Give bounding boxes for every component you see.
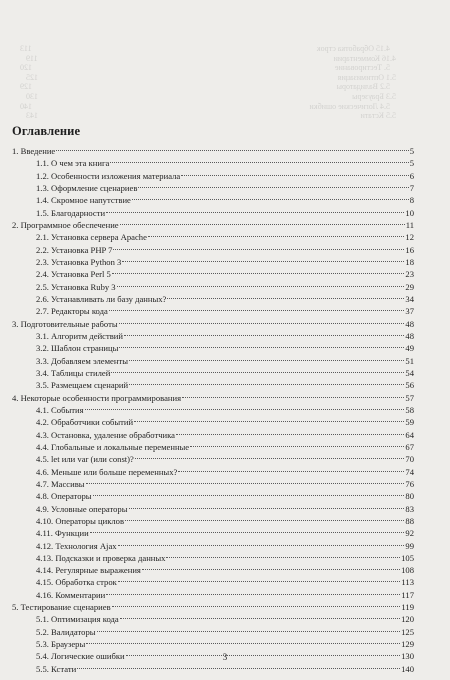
dot-leader [77, 668, 400, 669]
toc-section-row [12, 564, 414, 576]
toc-entry-page: 125 [401, 626, 414, 637]
toc-entry-page: 49 [405, 343, 414, 354]
toc-entry-title: 5.5. Кстати [36, 663, 77, 674]
dot-leader [97, 631, 401, 632]
toc-entry-title: 4.8. Операторы [36, 491, 92, 502]
toc-entry-page: 6 [409, 170, 414, 181]
dot-leader [129, 384, 404, 385]
bleed-through-label: 5.4 Логические ошибки [309, 101, 390, 111]
dot-leader [129, 360, 404, 361]
dot-leader [86, 643, 400, 644]
bleed-through-label: 4.16 Комментарии [333, 53, 396, 63]
toc-entry-page: 58 [405, 404, 414, 415]
toc-section-row [12, 170, 414, 182]
toc-entry-title: 2.6. Устанавливать ли базу данных? [36, 293, 167, 304]
dot-leader [166, 557, 400, 558]
bleed-through-label: 5.3 Браузеры [352, 92, 396, 101]
bleed-through-label: 5.5 Кстати [360, 111, 396, 121]
toc-entry-page: 23 [405, 269, 414, 280]
toc-entry-page: 11 [405, 219, 414, 230]
dot-leader [181, 175, 409, 176]
toc-chapter-row [12, 219, 414, 231]
dot-leader [118, 545, 405, 546]
bleed-through-page: 113 [20, 44, 32, 53]
toc-entry-page: 54 [405, 367, 414, 378]
dot-leader [120, 224, 405, 225]
dot-leader [176, 434, 404, 435]
toc-entry-title: 1.2. Особенности изложения материала [36, 170, 181, 181]
bleed-through-label: 4.15 Обработка строк [316, 44, 390, 53]
dot-leader [178, 471, 404, 472]
toc-entry-title: 1.5. Благодарности [36, 207, 106, 218]
bleed-through-label: 5.1 Оптимизация [337, 72, 396, 82]
toc-section-row [12, 256, 414, 268]
toc-entry-title: 2.3. Установка Python 3 [36, 256, 122, 267]
toc-entry-title: 3.3. Добавляем элементы [36, 355, 128, 366]
bleed-through-page: 140 [20, 101, 32, 111]
toc-section-row [12, 379, 414, 391]
toc-section-row [12, 355, 414, 367]
toc-entry-page: 70 [405, 454, 414, 465]
toc-entry-page: 37 [405, 306, 414, 317]
toc-entry-page: 29 [405, 281, 414, 292]
dot-leader [112, 606, 401, 607]
toc-entry-title: 4.10. Операторы циклов [36, 515, 125, 526]
toc-entry-title: 4.15. Обработка строк [36, 577, 117, 588]
dot-leader [182, 397, 404, 398]
toc-entry-title: 2.4. Установка Perl 5 [36, 269, 111, 280]
dot-leader [106, 212, 404, 213]
toc-entry-page: 80 [405, 491, 414, 502]
dot-leader [134, 421, 404, 422]
toc-entry-page: 129 [401, 639, 414, 650]
page-number: 3 [222, 652, 228, 662]
toc-entry-title: 4.16. Комментарии [36, 589, 106, 600]
toc-chapter-row [12, 601, 414, 613]
toc-entry-title: 5.3. Браузеры [36, 639, 86, 650]
toc-entry-title: 3. Подготовительные работы [12, 318, 118, 329]
dot-leader [129, 508, 405, 509]
toc-section-row [12, 157, 414, 169]
toc-entry-page: 34 [405, 293, 414, 304]
toc-section-row [12, 663, 414, 675]
toc-entry-page: 140 [401, 663, 414, 674]
toc-entry-page: 74 [405, 466, 414, 477]
toc-entry-title: 5.4. Логические ошибки [36, 651, 125, 662]
dot-leader [86, 483, 405, 484]
toc-section-row [12, 478, 414, 490]
dot-leader [90, 532, 405, 533]
toc-section-row [12, 281, 414, 293]
dot-leader [112, 273, 405, 274]
toc-entry-page: 56 [405, 380, 414, 391]
toc-section-row [12, 638, 414, 650]
toc-section-row [12, 194, 414, 206]
dot-leader [167, 298, 404, 299]
toc-entry-title: 1.4. Скромное напутствие [36, 195, 131, 206]
bleed-through-page: 143 [26, 111, 38, 121]
dot-leader [117, 286, 405, 287]
toc-section-row [12, 268, 414, 280]
toc-entry-title: 2.1. Установка сервера Apache [36, 232, 147, 243]
bleed-through-line [20, 63, 390, 73]
toc-entry-title: 5.1. Оптимизация кода [36, 614, 119, 625]
toc-section-row [12, 367, 414, 379]
toc-entry-page: 64 [405, 429, 414, 440]
dot-leader [148, 236, 405, 237]
toc-entry-page: 18 [405, 256, 414, 267]
toc-entry-page: 76 [405, 478, 414, 489]
toc-section-row [12, 330, 414, 342]
toc-entry-title: 5.2. Валидаторы [36, 626, 96, 637]
toc-entry-title: 1. Введение [12, 146, 56, 156]
bleed-through-line [26, 92, 396, 102]
toc-entry-page: 8 [409, 195, 414, 206]
dot-leader [120, 618, 400, 619]
toc-entry-page: 113 [401, 577, 414, 588]
dot-leader [118, 581, 401, 582]
toc-section-row [12, 416, 414, 428]
toc-entry-title: 2.7. Редакторы кода [36, 306, 108, 317]
toc-section-row [12, 576, 414, 588]
toc-chapter-row [12, 392, 414, 404]
bleed-through-page: 130 [26, 92, 38, 101]
bleed-through-page: 119 [26, 53, 38, 63]
toc-entry-page: 92 [405, 528, 414, 539]
toc-section-row [12, 527, 414, 539]
dot-leader [110, 162, 408, 163]
toc-entry-page: 48 [405, 318, 414, 329]
toc-entry-title: 2.5. Установка Ruby 3 [36, 281, 116, 292]
dot-leader [111, 372, 404, 373]
toc-entry-title: 3.4. Таблицы стилей [36, 367, 111, 378]
toc-entry-page: 5 [409, 158, 414, 169]
toc-entry-page: 120 [401, 614, 414, 625]
dot-leader [119, 347, 404, 348]
toc-entry-page: 12 [405, 232, 414, 243]
toc-section-row [12, 305, 414, 317]
bleed-through-label: 5. Тестирование [335, 63, 390, 73]
toc-entry-page: 105 [401, 552, 414, 563]
toc-entry-title: 4.13. Подсказки и проверка данных [36, 552, 166, 563]
toc-entry-title: 4.1. События [36, 404, 84, 415]
bleed-through-line [26, 73, 396, 83]
toc-section-row [12, 342, 414, 354]
bleed-through-line [26, 111, 396, 121]
toc-entry-title: 4.2. Обработчики событий [36, 417, 134, 428]
bleed-through-line [20, 44, 390, 54]
bleed-through-line [20, 82, 390, 92]
bleed-through-page: 120 [20, 63, 32, 73]
toc-entry-page: 119 [401, 602, 414, 613]
toc-chapter-row [12, 318, 414, 330]
toc-entry-page: 51 [405, 355, 414, 366]
bleed-through-line [20, 102, 390, 112]
toc-entry-page: 108 [401, 565, 414, 576]
toc-entry-page: 16 [405, 244, 414, 255]
dot-leader [85, 409, 405, 410]
table-of-contents [12, 145, 414, 675]
toc-chapter-row [12, 145, 414, 157]
toc-section-row [12, 490, 414, 502]
dot-leader [106, 594, 400, 595]
toc-entry-page: 88 [405, 515, 414, 526]
bleed-through-label: 5.2 Валидаторы [336, 82, 390, 92]
dot-leader [93, 495, 405, 496]
toc-entry-page: 59 [405, 417, 414, 428]
dot-leader [132, 199, 409, 200]
toc-entry-title: 1.1. О чем эта книга [36, 158, 110, 169]
toc-section-row [12, 552, 414, 564]
toc-entry-page: 117 [401, 589, 414, 600]
dot-leader [142, 569, 400, 570]
toc-entry-title: 4.9. Условные операторы [36, 503, 128, 514]
toc-entry-title: 3.2. Шаблон страницы [36, 343, 119, 354]
toc-section-row [12, 429, 414, 441]
toc-section-row [12, 503, 414, 515]
toc-section-row [12, 441, 414, 453]
dot-leader [124, 335, 404, 336]
toc-entry-title: 4.4. Глобальные и локальные переменные [36, 441, 190, 452]
bleed-through-page: 125 [26, 72, 38, 82]
toc-entry-page: 83 [405, 503, 414, 514]
dot-leader [190, 446, 404, 447]
toc-entry-page: 10 [405, 207, 414, 218]
toc-entry-page: 130 [401, 651, 414, 662]
toc-entry-title: 4.5. let или var (или const)? [36, 454, 134, 465]
toc-section-row [12, 244, 414, 256]
toc-entry-title: 1.3. Оформление сценариев [36, 182, 138, 193]
dot-leader [138, 187, 408, 188]
toc-section-row [12, 182, 414, 194]
toc-section-row [12, 515, 414, 527]
toc-entry-page: 99 [405, 540, 414, 551]
dot-leader [56, 150, 408, 151]
toc-section-row [12, 613, 414, 625]
toc-entry-page: 67 [405, 441, 414, 452]
bleed-through-line [26, 54, 396, 64]
toc-entry-title: 4.3. Остановка, удаление обработчика [36, 429, 175, 440]
toc-section-row [12, 540, 414, 552]
toc-entry-title: 4.7. Массивы [36, 478, 85, 489]
toc-section-row [12, 626, 414, 638]
dot-leader [122, 261, 404, 262]
dot-leader [113, 249, 404, 250]
toc-entry-title: 2. Программное обеспечение [12, 219, 119, 230]
toc-section-row [12, 404, 414, 416]
toc-entry-title: 4.14. Регулярные выражения [36, 565, 141, 576]
toc-section-row [12, 453, 414, 465]
toc-section-row [12, 589, 414, 601]
toc-entry-title: 3.5. Размещаем сценарий [36, 380, 129, 391]
toc-section-row [12, 293, 414, 305]
dot-leader [119, 323, 405, 324]
toc-section-row [12, 466, 414, 478]
toc-section-row [12, 231, 414, 243]
toc-section-row [12, 207, 414, 219]
toc-entry-page: 57 [405, 392, 414, 403]
toc-entry-title: 4.6. Меньше или больше переменных? [36, 466, 178, 477]
bleed-through-text [0, 0, 450, 130]
bleed-through-page: 129 [20, 82, 32, 92]
dot-leader [109, 310, 405, 311]
toc-entry-title: 5. Тестирование сценариев [12, 602, 111, 613]
dot-leader [125, 520, 404, 521]
toc-entry-title: 3.1. Алгоритм действий [36, 330, 123, 341]
toc-entry-title: 2.2. Установка PHP 7 [36, 244, 113, 255]
toc-entry-page: 5 [409, 146, 414, 156]
toc-entry-title: 4.12. Технология Ajax [36, 540, 117, 551]
dot-leader [135, 458, 405, 459]
toc-entry-title: 4. Некоторые особенности программирования [12, 392, 182, 403]
toc-entry-page: 7 [409, 182, 414, 193]
toc-entry-title: 4.11. Функции [36, 528, 89, 539]
toc-entry-page: 48 [405, 330, 414, 341]
toc-heading: Оглавление [12, 124, 81, 138]
